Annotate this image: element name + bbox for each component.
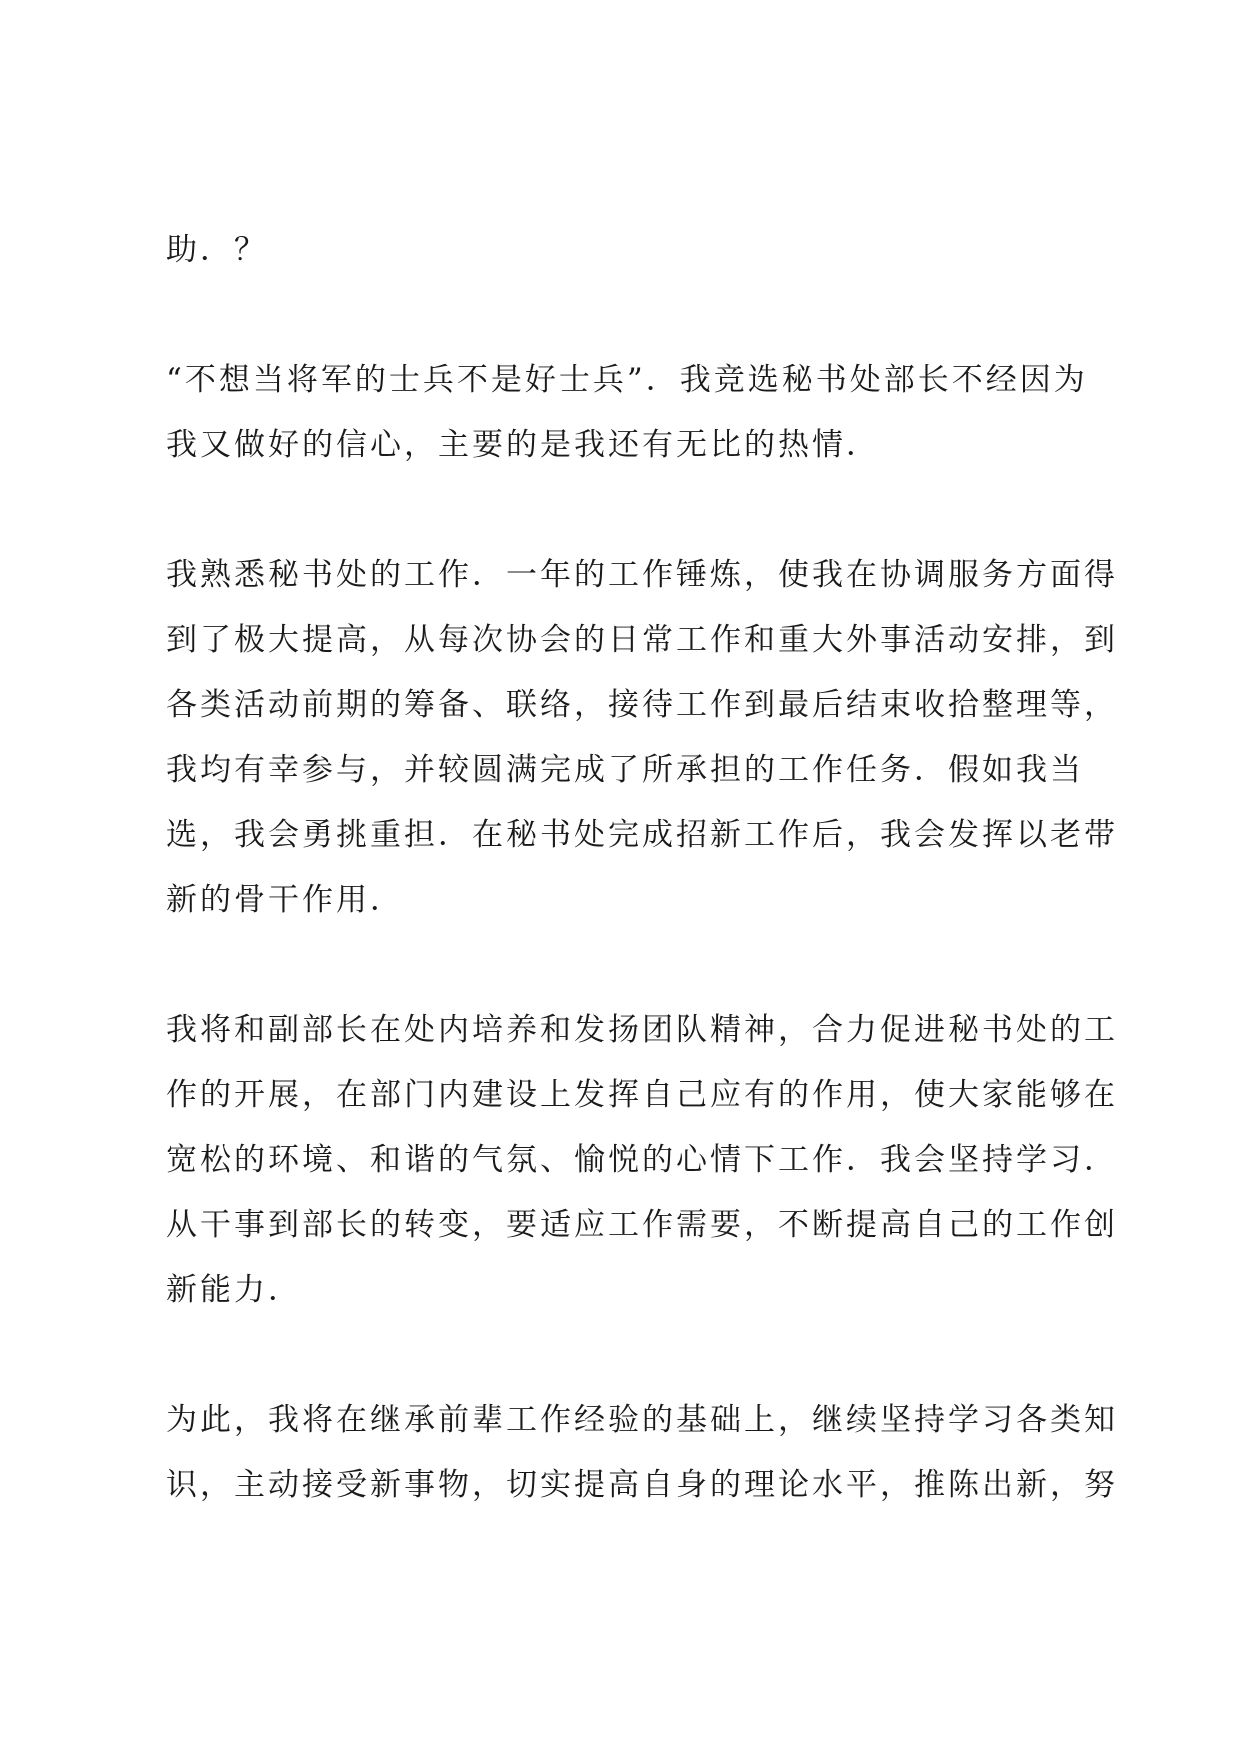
text-line: 我又做好的信心，主要的是我还有无比的热情． — [166, 427, 880, 463]
paragraph-gap — [166, 478, 1086, 543]
text-line: 识，主动接受新事物，切实提高自身的理论水平，推陈出新，努 — [166, 1467, 1118, 1503]
text-line: 新能力． — [166, 1272, 302, 1308]
text-line: 新的骨干作用． — [166, 882, 404, 918]
paragraph-gap — [166, 1323, 1086, 1388]
paragraph — [166, 1388, 1118, 1518]
text-line: 从干事到部长的转变，要适应工作需要，不断提高自己的工作创 — [166, 1207, 1118, 1243]
text-line: 到了极大提高，从每次协会的日常工作和重大外事活动安排，到 — [166, 622, 1118, 658]
text-line: 为此，我将在继承前辈工作经验的基础上，继续坚持学习各类知 — [166, 1402, 1118, 1438]
text-line: 选，我会勇挑重担．在秘书处完成招新工作后，我会发挥以老带 — [166, 817, 1118, 853]
text-line: 宽松的环境、和谐的气氛、愉悦的心情下工作．我会坚持学习． — [166, 1142, 1118, 1178]
text-line: 我将和副部长在处内培养和发扬团队精神，合力促进秘书处的工 — [166, 1012, 1118, 1048]
text-line: 作的开展，在部门内建设上发挥自己应有的作用，使大家能够在 — [166, 1077, 1118, 1113]
paragraph — [166, 543, 1118, 933]
document-page — [166, 218, 1118, 1518]
paragraph — [166, 218, 1086, 283]
paragraph-gap — [166, 933, 1086, 998]
text-line: 我均有幸参与，并较圆满完成了所承担的工作任务．假如我当 — [166, 752, 1084, 788]
paragraph — [166, 348, 1086, 478]
text-line: “不想当将军的士兵不是好士兵”．我竞选秘书处部长不经因为 — [166, 362, 1088, 398]
text-line: 各类活动前期的筹备、联络，接待工作到最后结束收拾整理等， — [166, 687, 1118, 723]
text-line: 助．？ — [166, 232, 268, 268]
paragraph-gap — [166, 283, 1086, 348]
text-line: 我熟悉秘书处的工作．一年的工作锤炼，使我在协调服务方面得 — [166, 557, 1118, 593]
paragraph — [166, 998, 1118, 1323]
